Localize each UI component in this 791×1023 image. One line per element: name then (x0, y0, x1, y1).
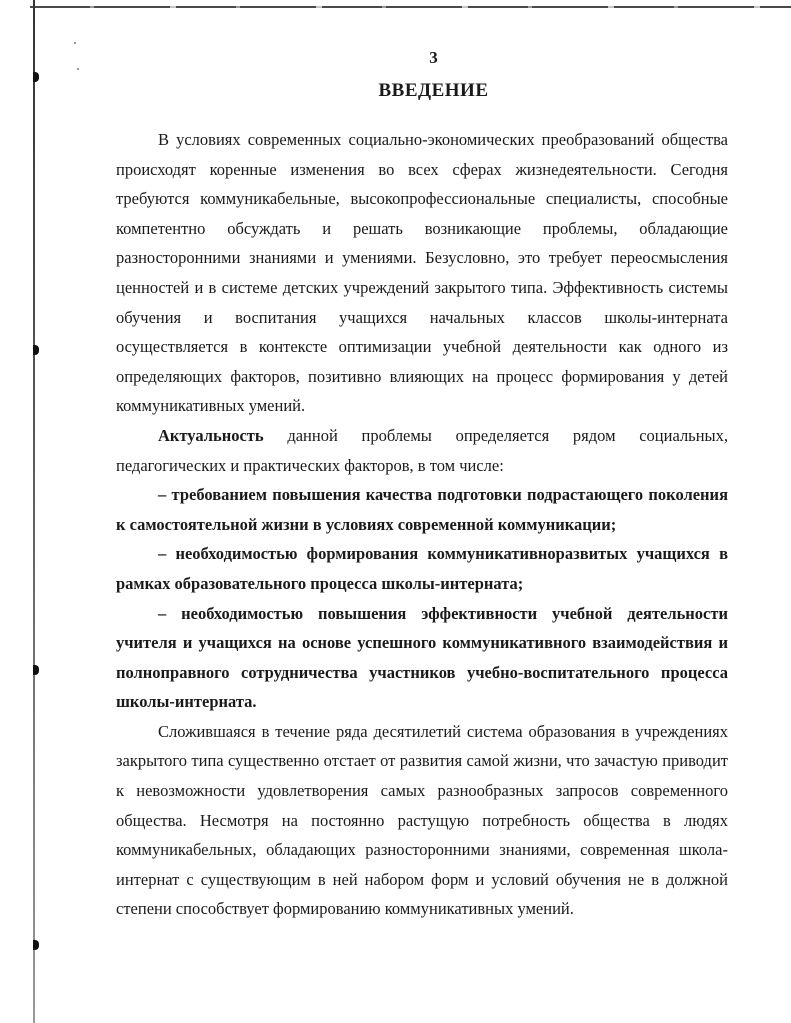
scan-top-border (30, 6, 791, 8)
relevance-lead: Актуальность (158, 425, 264, 445)
intro-paragraph: В условиях современных социально-экономических преобразований общества происходят коренные изменения во всех сферах жизнедеятельности. Сегодня требуются коммуникабельные, высокопрофессиональные специалисты, способные компетентно обсуждать и решать возникающие проблемы, обладающие разносторонними знаниями и умениями. Безусловно, это требует переосмысления ценностей и в системе детских учреждений закрытого типа. Эффективность системы обучения и воспитания учащихся начальных классов школы-интерната осуществляется в контексте оптимизации учебной деятельности как одного из определяющих факторов, позитивно влияющих на процесс формирования у детей коммуникативных умений. (116, 130, 728, 416)
binder-mark (33, 940, 39, 950)
bullet-item: – необходимостью повышения эффективности учебной деятельности учителя и учащихся на основе успешного коммуникативного взаимодействия и полноправного сотрудничества участников учебно-воспитательного процесса школы-интерната. (116, 603, 728, 712)
relevance-text: данной проблемы определяется рядом социальных, педагогических и практических факторов, в том числе: (116, 425, 728, 475)
page-number: 3 (429, 48, 438, 67)
closing-paragraph: Сложившаяся в течение ряда десятилетий система образования в учреждениях закрытого типа существенно отстает от развития самой жизни, что зачастую приводит к невозможности удовлетворения самых разнообразных запросов современного общества. Несмотря на постоянно растущую потребность общества в людях коммуникабельных, обладающих разносторонними знаниями, современная школа-интернат с существующим в ней набором форм и условий обучения не в должной степени способствует формированию коммуникативных умений. (116, 721, 728, 919)
bullet-item: – требованием повышения качества подготовки подрастающего поколения к самостоятельной жизни в условиях современной коммуникации; (116, 485, 728, 534)
relevance-paragraph (116, 421, 728, 480)
scan-left-border (33, 0, 35, 1023)
document-body (116, 125, 728, 924)
bullet-item: – необходимостью формирования коммуникативноразвитых учащихся в рамках образовательного процесса школы-интерната; (116, 544, 728, 593)
scan-speck (77, 68, 79, 70)
scan-speck (74, 42, 76, 44)
binder-mark (33, 345, 39, 355)
page-title: ВВЕДЕНИЕ (378, 80, 489, 101)
binder-mark (33, 665, 39, 675)
